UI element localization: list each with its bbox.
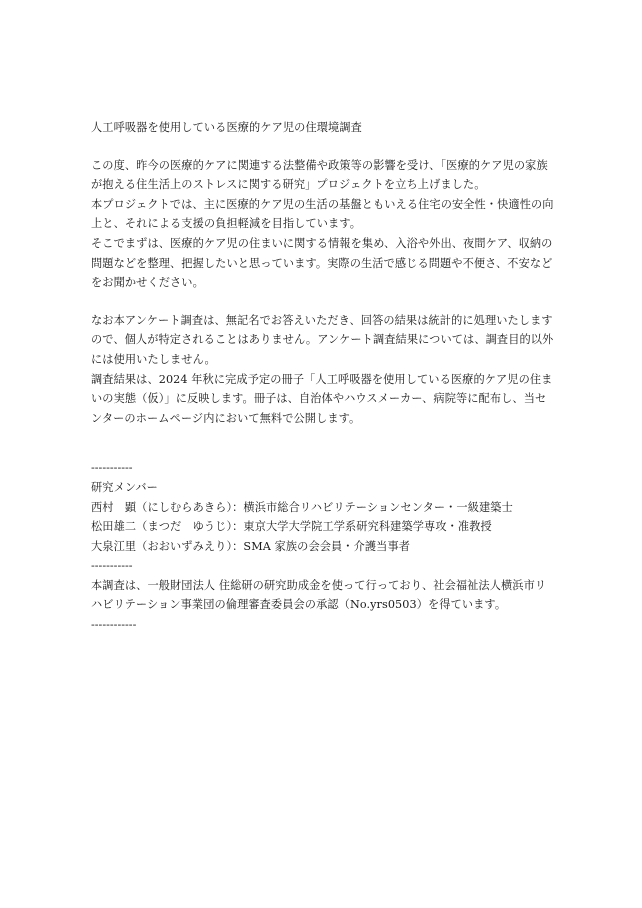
divider-line: ----------- — [91, 461, 133, 475]
member-entry: 西村 顕（にしむらあきら）：横浜市総合リハビリテーションセンター・一級建築士 — [91, 500, 513, 514]
members-heading: 研究メンバー — [91, 480, 158, 494]
notes-paragraph-1: なお本アンケート調査は、無記名でお答えいただき、回答の結果は統計的に処理いたしますので、個人が特定されることはありません。アンケート調査結果については、調査目的以外には使用いたしません。 — [91, 313, 554, 366]
document-title: 人工呼吸器を使用している医療的ケア児の住環境調査 — [91, 121, 362, 134]
funding-statement: 本調査は、一般財団法人 住総研の研究助成金を使って行っており、社会福祉法人横浜市リハビリテーション事業団の倫理審査委員会の承認（No.yrs0503）を得ています。 — [91, 578, 547, 612]
intro-paragraph-3: そこでまずは、医療的ケア児の住まいに関する情報を集め、入浴や外出、夜間ケア、収納の問題などを整理、把握したいと思っています。実際の生活で感じる問題や不便さ、不安などをお聞かせください。 — [91, 236, 553, 290]
divider-line: ----------- — [91, 559, 133, 573]
spacer — [91, 293, 557, 311]
member-entry: 松田雄二（まつだ ゆうじ）：東京大学大学院工学系研究科建築学専攻・准教授 — [91, 520, 492, 534]
member-entry: 大泉江里（おおいずみえり）：SMA 家族の会会員・介護当事者 — [91, 539, 411, 553]
document-page — [91, 118, 557, 635]
spacer — [91, 446, 557, 458]
spacer — [91, 428, 557, 446]
intro-paragraph-1: この度、昨今の医療的ケアに関連する法整備や政策等の影響を受け、「医療的ケア児の家族が抱える住生活上のストレスに関する研究」プロジェクトを立ち上げました。 — [91, 158, 548, 192]
notes-paragraph-2: 調査結果は、2024 年秋に完成予定の冊子「人工呼吸器を使用している医療的ケア児の住まいの実態（仮）」に反映します。冊子は、自治体やハウスメーカー、病院等に配布し、当センターのホームページ内において無料で公開します。 — [91, 372, 553, 425]
intro-paragraph-2: 本プロジェクトでは、主に医療的ケア児の生活の基盤ともいえる住宅の安全性・快適性の向上と、それによる支援の負担軽減を目指しています。 — [91, 197, 554, 231]
divider-line: ------------ — [91, 618, 137, 632]
